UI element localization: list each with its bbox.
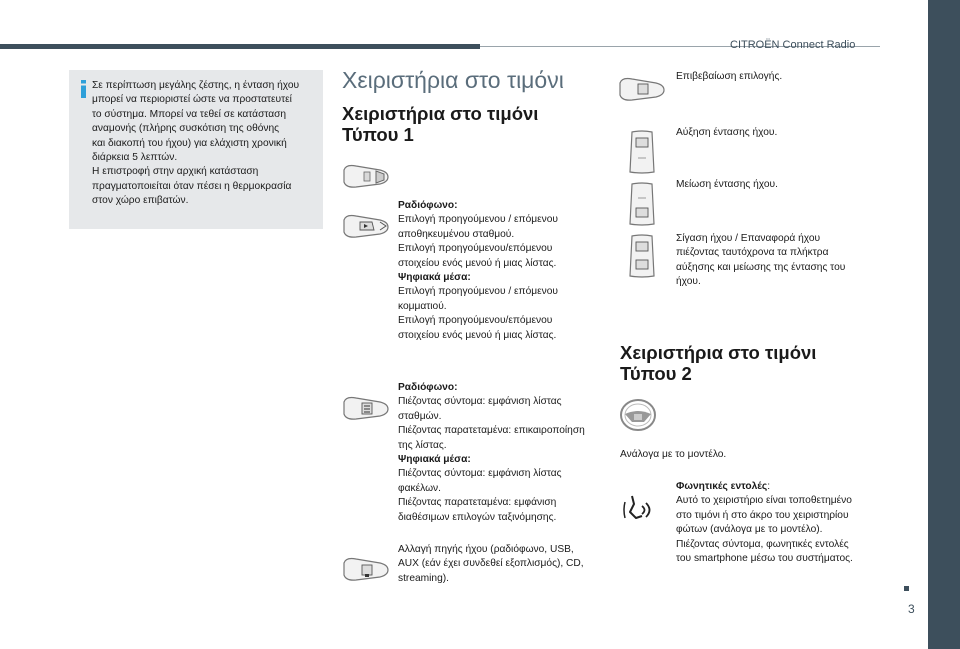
info-icon — [78, 80, 90, 98]
page-number: 3 — [908, 602, 915, 616]
stalk-mute-icon — [618, 232, 666, 280]
voice-command-icon — [622, 494, 656, 524]
page-marker — [904, 586, 909, 591]
model-note: Ανάλογα με το μοντέλο. — [620, 449, 727, 460]
volume-down-text: Μείωση έντασης ήχου. — [676, 179, 778, 190]
type1-title: Χειριστήρια στο τιμόνι Τύπου 1 — [342, 103, 539, 145]
stalk-volume-up-icon — [618, 128, 666, 176]
brand-title: CITROËN Connect Radio — [730, 39, 856, 51]
type1-block1: Ραδιόφωνο: Επιλογή προηγούμενου / επόμενου αποθηκευμένου σταθμού. Επιλογή προηγούμενου/επόμενου στοιχείου ενός μενού ή μιας λίστας. Ψηφιακά μέσα: Επιλογή προηγούμενου / επόμενου κομματιού. Επιλογή προηγούμενου/επόμενου στοιχείου ενός μενού ή μιας λίστας. — [398, 200, 558, 341]
type1-block3: Αλλαγή πηγής ήχου (ραδιόφωνο, USB, AUX (εάν έχει συνδεθεί εξοπλισμός), CD, streaming). — [398, 544, 584, 584]
confirm-text: Επιβεβαίωση επιλογής. — [676, 71, 783, 82]
stalk-confirm-icon — [618, 73, 666, 105]
steering-stalk-icon — [342, 160, 390, 192]
volume-up-text: Αύξηση έντασης ήχου. — [676, 127, 778, 138]
right-sidebar — [928, 0, 960, 649]
section-title: Χειριστήρια στο τιμόνι — [342, 67, 564, 93]
stalk-seek-icon — [342, 210, 390, 242]
info-text: Σε περίπτωση μεγάλης ζέστης, η ένταση ήχου μπορεί να περιοριστεί ώστε να προστατευτεί το σύστημα. Μπορεί να τεθεί σε κατάσταση αναμονής (πλήρης συσκότιση της οθόνης και διακοπή του ήχου) για ελάχιστη χρονική διάρκεια 5 λεπτών. Η επιστροφή στην αρχική κατάσταση πραγματοποιείται όταν πέσει η θερμοκρασία στον χώρο επιβατών. — [92, 80, 300, 207]
stalk-list-icon — [342, 392, 390, 424]
voice-text: Φωνητικές εντολές: Αυτό το χειριστήριο είναι τοποθετημένο στο τιμόνι ή στο άκρο του χειριστηρίου φώτων (ανάλογα με το μοντέλο). Πιέζοντας σύντομα, φωνητικές εντολές του smartphone μέσω του συστήματος. — [676, 481, 853, 565]
stalk-volume-down-icon — [618, 180, 666, 228]
header-bar — [0, 44, 480, 49]
stalk-source-icon — [342, 553, 390, 585]
mute-text: Σίγαση ήχου / Επαναφορά ήχου πιέζοντας ταυτόχρονα τα πλήκτρα αύξησης και μείωσης της έντασης του ήχου. — [676, 233, 846, 288]
type2-title: Χειριστήρια στο τιμόνι Τύπου 2 — [620, 342, 817, 384]
type1-block2: Ραδιόφωνο: Πιέζοντας σύντομα: εμφάνιση λίστας σταθμών. Πιέζοντας παρατεταμένα: επικαιροποίηση της λίστας. Ψηφιακά μέσα: Πιέζοντας σύντομα: εμφάνιση λίστας φακέλων. Πιέζοντας παρατεταμένα: εμφάνιση διαθέσιμων επιλογών ταξινόμησης. — [398, 382, 585, 523]
steering-wheel-icon — [618, 398, 658, 432]
